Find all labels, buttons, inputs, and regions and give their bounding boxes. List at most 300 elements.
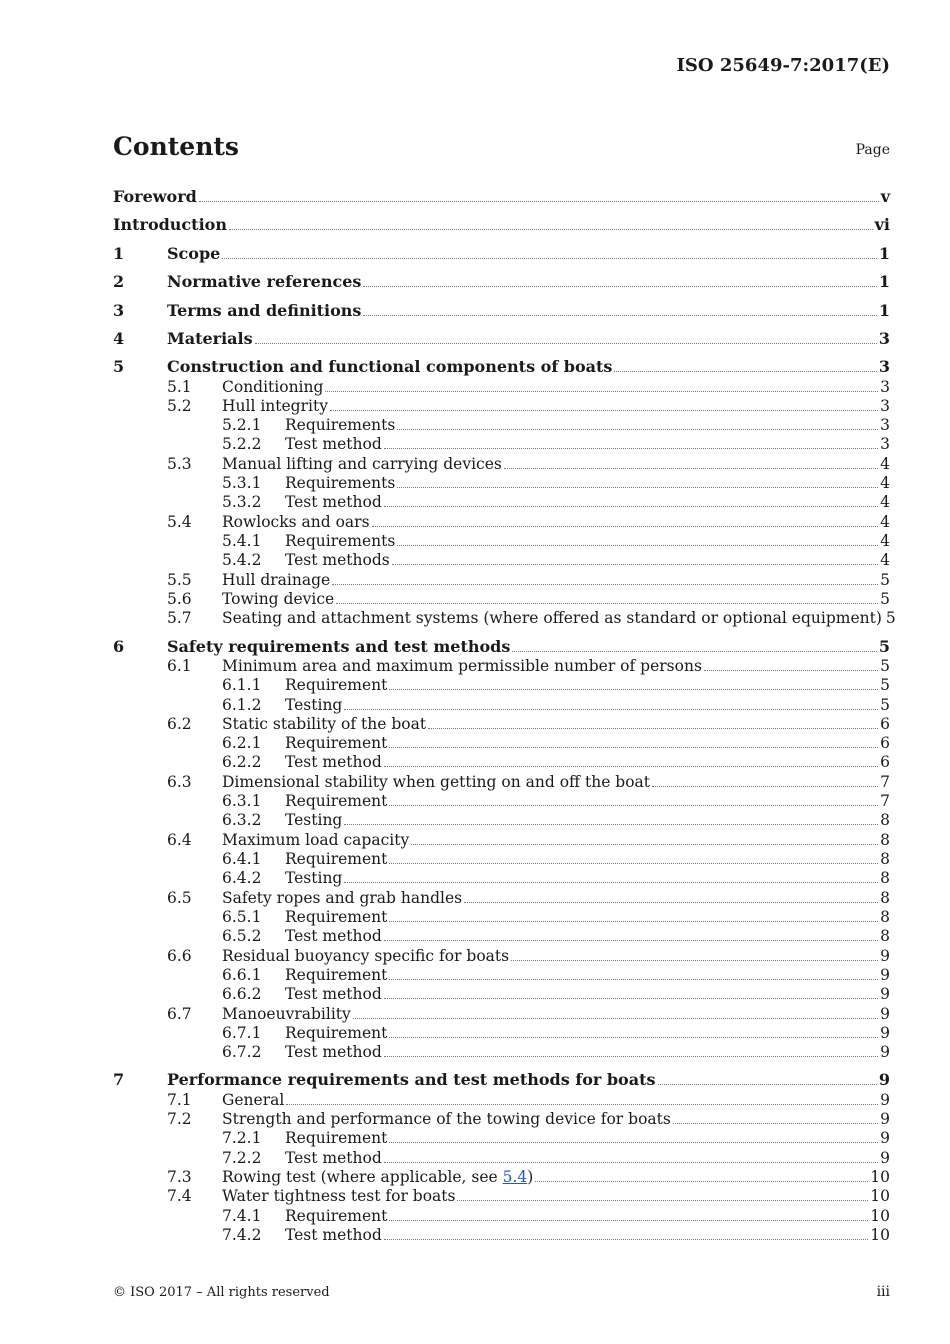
toc-entry-page: 5 xyxy=(880,657,890,675)
toc-entry[interactable] xyxy=(113,732,890,752)
dot-leader xyxy=(652,785,878,787)
toc-entry-number: 6.7.1 xyxy=(222,1024,262,1042)
toc-entry-number: 6.2.1 xyxy=(222,734,262,752)
toc-entry-number: 5.7 xyxy=(167,609,192,627)
toc-entry[interactable] xyxy=(113,569,890,589)
dot-leader xyxy=(384,997,878,999)
toc-entry[interactable] xyxy=(113,1224,890,1244)
toc-entry-title-wrap xyxy=(222,773,650,791)
toc-entry-title: Scope xyxy=(167,244,221,263)
toc-entry[interactable] xyxy=(113,1041,890,1061)
toc-entry-title-wrap xyxy=(167,637,510,656)
toc-entry-title-wrap xyxy=(167,357,612,376)
toc-entry-title-wrap xyxy=(285,927,382,945)
toc-entry[interactable] xyxy=(113,713,890,733)
toc-entry[interactable] xyxy=(113,867,890,887)
toc-entry-number: 6.3.1 xyxy=(222,792,262,810)
toc-entry[interactable] xyxy=(113,1022,890,1042)
toc-entry-title: Dimensional stability when getting on and off the boat xyxy=(222,773,651,791)
dot-leader xyxy=(363,285,876,287)
toc-entry-title: Requirement xyxy=(285,1129,388,1147)
toc-entry[interactable] xyxy=(113,607,896,627)
toc-entry-title-wrap xyxy=(222,590,334,608)
dot-leader xyxy=(344,708,878,710)
toc-entry-page: 5 xyxy=(878,637,890,656)
toc-entry-number: 7.4.2 xyxy=(222,1226,262,1244)
toc-entry-title-wrap xyxy=(285,474,395,492)
dot-leader xyxy=(464,901,878,903)
toc-entry-page: 9 xyxy=(880,1043,890,1061)
toc-entry-title: Manual lifting and carrying devices xyxy=(222,455,502,473)
toc-entry-number: 2 xyxy=(113,272,125,291)
dot-leader xyxy=(363,314,876,316)
toc-entry-title-wrap xyxy=(285,985,382,1003)
toc-entry-number: 4 xyxy=(113,329,125,348)
toc-entry-page: 1 xyxy=(878,244,890,263)
copyright-notice: © ISO 2017 – All rights reserved xyxy=(113,1285,330,1300)
dot-leader xyxy=(255,342,877,344)
toc-entry-page: 3 xyxy=(880,378,890,396)
dot-leader xyxy=(704,669,878,671)
toc-entry-title-wrap xyxy=(285,1207,387,1225)
toc-entry-page: 5 xyxy=(880,571,890,589)
toc-entry-number: 6.3.2 xyxy=(222,811,262,829)
toc-entry[interactable] xyxy=(113,636,890,656)
toc-entry-page: 9 xyxy=(880,966,890,984)
dot-leader xyxy=(229,228,873,230)
toc-entry[interactable] xyxy=(113,674,890,694)
toc-entry-number: 6.1.1 xyxy=(222,676,262,694)
toc-entry-page: 8 xyxy=(880,831,890,849)
toc-entry[interactable] xyxy=(113,530,890,550)
toc-entry-title: Towing device xyxy=(222,590,335,608)
toc-entry[interactable] xyxy=(113,1166,890,1186)
dot-leader xyxy=(353,1017,878,1019)
dot-leader xyxy=(384,765,878,767)
toc-entry-number: 7 xyxy=(113,1070,125,1089)
toc-entry-title-wrap xyxy=(167,329,253,348)
toc-entry-number: 5.3 xyxy=(167,455,192,473)
dot-leader xyxy=(384,505,878,507)
toc-entry-number: 6.4.2 xyxy=(222,869,262,887)
toc-entry-title: Static stability of the boat xyxy=(222,715,427,733)
toc-entry-number: 7.4 xyxy=(167,1187,192,1205)
toc-entry-title-wrap xyxy=(285,1149,382,1167)
toc-entry-number: 7.4.1 xyxy=(222,1207,262,1225)
toc-entry-page: 1 xyxy=(878,272,890,291)
dot-leader xyxy=(344,823,878,825)
toc-entry-number: 6.7.2 xyxy=(222,1043,262,1061)
dot-leader xyxy=(389,862,878,864)
toc-entry-number: 5.5 xyxy=(167,571,192,589)
toc-entry-number: 6.3 xyxy=(167,773,192,791)
toc-entry-title-wrap xyxy=(285,416,395,434)
toc-entry-number: 6.1.2 xyxy=(222,696,262,714)
toc-entry-title: Requirement xyxy=(285,850,388,868)
toc-entry[interactable] xyxy=(113,1127,890,1147)
toc-entry-title-wrap xyxy=(285,1024,387,1042)
toc-entry-number: 5.3.2 xyxy=(222,493,262,511)
toc-entry-title: Test method xyxy=(285,753,382,771)
toc-entry-number: 7.1 xyxy=(167,1091,192,1109)
toc-entry-title-wrap xyxy=(222,1005,351,1023)
toc-entry-page: 3 xyxy=(878,357,890,376)
toc-entry-number: 5 xyxy=(113,357,125,376)
toc-entry[interactable] xyxy=(113,1089,890,1109)
toc-entry-title: Testing xyxy=(285,869,343,887)
dot-leader xyxy=(325,390,878,392)
toc-entry-title: Test method xyxy=(285,985,382,1003)
dot-leader xyxy=(336,602,878,604)
toc-entry-number: 5.1 xyxy=(167,378,192,396)
toc-entry-page: 9 xyxy=(880,1024,890,1042)
toc-entry-title-wrap xyxy=(285,1226,382,1244)
toc-entry-number: 6 xyxy=(113,637,125,656)
dot-leader xyxy=(384,939,878,941)
dot-leader xyxy=(457,1199,868,1201)
toc-entry-number: 6.2 xyxy=(167,715,192,733)
toc-entry-number: 7.2 xyxy=(167,1110,192,1128)
dot-leader xyxy=(372,525,879,527)
toc-entry-title: Safety ropes and grab handles xyxy=(222,889,463,907)
toc-entry[interactable] xyxy=(113,790,890,810)
toc-entry-title-wrap xyxy=(222,513,370,531)
toc-entry-title-wrap xyxy=(222,455,502,473)
dot-leader xyxy=(389,920,878,922)
toc-entry-title-wrap xyxy=(222,571,330,589)
toc-entry[interactable] xyxy=(113,809,890,829)
toc-entry[interactable] xyxy=(113,356,890,376)
dot-leader xyxy=(512,650,876,652)
dot-leader xyxy=(535,1180,868,1182)
toc-entry-title-wrap xyxy=(222,378,323,396)
toc-entry-title-wrap xyxy=(285,493,382,511)
toc-entry[interactable] xyxy=(113,751,890,771)
dot-leader xyxy=(428,727,878,729)
toc-entry-page: 4 xyxy=(880,513,890,531)
toc-entry-page: 4 xyxy=(880,474,890,492)
toc-entry-title-wrap xyxy=(167,1070,656,1089)
toc-entry[interactable] xyxy=(113,655,890,675)
toc-entry-number: 6.6.1 xyxy=(222,966,262,984)
toc-entry-title: Strength and performance of the towing device for boats xyxy=(222,1110,671,1128)
toc-entry-number: 5.3.1 xyxy=(222,474,262,492)
toc-entry-title: Performance requirements and test methods for boats xyxy=(167,1070,656,1089)
toc-entry-page: 9 xyxy=(880,1091,890,1109)
dot-leader xyxy=(384,1238,869,1240)
dot-leader xyxy=(504,467,878,469)
toc-entry-page: 3 xyxy=(880,416,890,434)
toc-entry-title: Requirements xyxy=(285,532,396,550)
page-column-label: Page xyxy=(855,142,890,158)
document-id: ISO 25649-7:2017(E) xyxy=(676,55,890,76)
toc-entry[interactable] xyxy=(113,925,890,945)
toc-entry-title-wrap xyxy=(167,272,361,291)
toc-entry[interactable] xyxy=(113,549,890,569)
cross-reference-link[interactable]: 5.4 xyxy=(502,1168,528,1186)
toc-entry-number: 6.7 xyxy=(167,1005,192,1023)
toc-entry[interactable] xyxy=(113,300,890,320)
toc-entry-number: 6.4 xyxy=(167,831,192,849)
dot-leader xyxy=(614,370,876,372)
dot-leader xyxy=(658,1083,877,1085)
toc-entry-title: Materials xyxy=(167,329,253,348)
toc-entry-title-wrap xyxy=(222,1168,533,1186)
toc-entry-number: 6.5 xyxy=(167,889,192,907)
toc-entry-title-wrap xyxy=(285,792,387,810)
toc-entry-title: Conditioning xyxy=(222,378,324,396)
toc-entry[interactable] xyxy=(113,271,890,291)
toc-entry-title: Introduction xyxy=(113,215,227,234)
toc-entry[interactable] xyxy=(113,214,890,234)
toc-entry-title-wrap xyxy=(222,947,509,965)
dot-leader xyxy=(389,746,878,748)
toc-entry[interactable] xyxy=(113,771,890,791)
toc-entry-title: Requirement xyxy=(285,676,388,694)
toc-entry[interactable] xyxy=(113,1205,890,1225)
toc-entry-title-wrap xyxy=(222,1091,284,1109)
dot-leader xyxy=(389,804,878,806)
toc-entry-page: 10 xyxy=(870,1187,890,1205)
dot-leader xyxy=(389,1036,878,1038)
dot-leader xyxy=(332,583,878,585)
toc-entry[interactable] xyxy=(113,1185,890,1205)
toc-entry[interactable] xyxy=(113,848,890,868)
contents-heading: Contents xyxy=(113,132,240,161)
toc-entry-title: Requirement xyxy=(285,734,388,752)
toc-entry-title: Seating and attachment systems (where offered as standard or optional equipment) xyxy=(222,609,882,627)
toc-entry-page: 9 xyxy=(880,947,890,965)
toc-entry-number: 6.6 xyxy=(167,947,192,965)
toc-entry-title-wrap xyxy=(285,532,395,550)
toc-entry-title: Test method xyxy=(285,1226,382,1244)
toc-entry-title-wrap xyxy=(167,301,361,320)
toc-entry-page: 7 xyxy=(880,792,890,810)
toc-entry-title: Maximum load capacity xyxy=(222,831,410,849)
toc-entry[interactable] xyxy=(113,1003,890,1023)
toc-entry-title-wrap xyxy=(222,1187,455,1205)
toc-entry-title: Requirement xyxy=(285,1024,388,1042)
toc-entry-title-wrap xyxy=(222,397,328,415)
dot-leader xyxy=(199,200,879,202)
toc-entry[interactable] xyxy=(113,395,890,415)
toc-entry-page: 5 xyxy=(880,590,890,608)
toc-entry-number: 7.2.2 xyxy=(222,1149,262,1167)
toc-entry-title-wrap xyxy=(285,966,387,984)
toc-entry-number: 6.1 xyxy=(167,657,192,675)
toc-entry-number: 6.4.1 xyxy=(222,850,262,868)
toc-entry-title-wrap xyxy=(285,869,342,887)
toc-entry-title: Test method xyxy=(285,927,382,945)
toc-entry-title: Normative references xyxy=(167,272,362,291)
toc-entry-title: Water tightness test for boats xyxy=(222,1187,456,1205)
toc-entry[interactable] xyxy=(113,983,890,1003)
toc-entry[interactable] xyxy=(113,328,890,348)
toc-entry-page: 7 xyxy=(880,773,890,791)
dot-leader xyxy=(397,486,878,488)
toc-entry-number: 5.2.1 xyxy=(222,416,262,434)
toc-entry-title: Test method xyxy=(285,1149,382,1167)
toc-entry-title-wrap xyxy=(285,811,342,829)
toc-entry-title: Rowlocks and oars xyxy=(222,513,370,531)
dot-leader xyxy=(384,1161,878,1163)
toc-entry-page: 6 xyxy=(880,734,890,752)
toc-entry-title: Requirement xyxy=(285,908,388,926)
toc-entry-page: v xyxy=(880,187,890,206)
toc-entry-title-wrap xyxy=(222,889,462,907)
toc-entry-number: 6.5.2 xyxy=(222,927,262,945)
toc-entry-title-wrap xyxy=(285,1043,382,1061)
toc-entry-page: 6 xyxy=(880,753,890,771)
toc-entry-title: Requirement xyxy=(285,1207,388,1225)
toc-entry-title: Construction and functional components of boats xyxy=(167,357,613,376)
toc-entry-page: 4 xyxy=(880,532,890,550)
toc-entry-number: 1 xyxy=(113,244,125,263)
toc-entry-title: Foreword xyxy=(113,187,197,206)
toc-entry-title: Requirements xyxy=(285,416,396,434)
dot-leader xyxy=(397,428,878,430)
toc-entry-number: 5.2 xyxy=(167,397,192,415)
dot-leader xyxy=(389,1141,878,1143)
toc-entry-title-wrap xyxy=(285,850,387,868)
toc-entry-title-wrap xyxy=(222,609,882,627)
toc-entry-page: 8 xyxy=(880,927,890,945)
dot-leader xyxy=(330,409,878,411)
toc-entry-page: 9 xyxy=(880,1005,890,1023)
toc-entry-title-wrap xyxy=(222,831,409,849)
page-number: iii xyxy=(876,1284,890,1300)
toc-entry-number: 5.4.1 xyxy=(222,532,262,550)
toc-entry-title-suffix: ) xyxy=(527,1168,534,1186)
dot-leader xyxy=(389,1219,868,1221)
toc-entry-number: 5.4 xyxy=(167,513,192,531)
toc-entry-title: Hull integrity xyxy=(222,397,328,415)
toc-entry-page: 10 xyxy=(870,1207,890,1225)
toc-entry-title-wrap xyxy=(285,908,387,926)
toc-entry-title: Terms and definitions xyxy=(167,301,362,320)
dot-leader xyxy=(389,978,878,980)
toc-entry-page: 3 xyxy=(878,329,890,348)
toc-entry-page: 9 xyxy=(880,1110,890,1128)
dot-leader xyxy=(411,843,878,845)
toc-entry[interactable] xyxy=(113,964,890,984)
dot-leader xyxy=(511,959,878,961)
toc-entry-number: 5.6 xyxy=(167,590,192,608)
toc-entry-title: Test method xyxy=(285,1043,382,1061)
toc-entry-page: 3 xyxy=(880,435,890,453)
toc-entry-title: Requirements xyxy=(285,474,396,492)
dot-leader xyxy=(344,881,878,883)
toc-entry-title-wrap xyxy=(285,676,387,694)
toc-entry[interactable] xyxy=(113,1108,890,1128)
toc-entry-page: 9 xyxy=(880,1149,890,1167)
toc-entry-title: Rowing test (where applicable, see xyxy=(222,1168,503,1186)
toc-entry-page: 9 xyxy=(880,985,890,1003)
toc-entry-title-wrap xyxy=(285,435,382,453)
toc-entry-title-wrap xyxy=(285,734,387,752)
toc-entry-page: 6 xyxy=(880,715,890,733)
toc-entry-title: Testing xyxy=(285,696,343,714)
toc-entry-page: 4 xyxy=(880,455,890,473)
toc-entry-page: 10 xyxy=(870,1168,890,1186)
toc-entry[interactable] xyxy=(113,945,890,965)
toc-entry[interactable] xyxy=(113,414,890,434)
toc-entry[interactable] xyxy=(113,376,890,396)
toc-entry[interactable] xyxy=(113,433,890,453)
toc-entry-number: 3 xyxy=(113,301,125,320)
dot-leader xyxy=(222,257,877,259)
toc-entry[interactable] xyxy=(113,186,890,206)
toc-entry-page: 8 xyxy=(880,811,890,829)
toc-entry-title-wrap xyxy=(285,551,390,569)
toc-entry-title: Safety requirements and test methods xyxy=(167,637,511,656)
toc-entry-title: Hull drainage xyxy=(222,571,331,589)
toc-entry-page: 4 xyxy=(880,493,890,511)
dot-leader xyxy=(286,1103,878,1105)
toc-entry-page: 8 xyxy=(880,889,890,907)
toc-entry[interactable] xyxy=(113,1147,890,1167)
toc-entry[interactable] xyxy=(113,472,890,492)
toc-entry-page: 8 xyxy=(880,869,890,887)
toc-entry-number: 6.2.2 xyxy=(222,753,262,771)
dot-leader xyxy=(392,563,878,565)
dot-leader xyxy=(384,447,878,449)
toc-entry[interactable] xyxy=(113,887,890,907)
toc-entry-number: 5.2.2 xyxy=(222,435,262,453)
dot-leader xyxy=(673,1122,878,1124)
dot-leader xyxy=(384,1055,878,1057)
dot-leader xyxy=(389,688,878,690)
toc-entry-page: 3 xyxy=(880,397,890,415)
toc-entry-title: Testing xyxy=(285,811,343,829)
toc-entry-number: 7.3 xyxy=(167,1168,192,1186)
toc-entry[interactable] xyxy=(113,588,890,608)
toc-entry-title-wrap xyxy=(222,715,426,733)
toc-entry-page: 5 xyxy=(885,609,896,627)
toc-entry-title: Test method xyxy=(285,435,382,453)
toc-entry-page: 9 xyxy=(878,1070,890,1089)
toc-entry-page: 8 xyxy=(880,908,890,926)
toc-entry-number: 7.2.1 xyxy=(222,1129,262,1147)
toc-entry[interactable] xyxy=(113,829,890,849)
dot-leader xyxy=(397,544,878,546)
toc-entry[interactable] xyxy=(113,491,890,511)
toc-entry-number: 6.6.2 xyxy=(222,985,262,1003)
toc-entry-page: 9 xyxy=(880,1129,890,1147)
toc-entry-title-wrap xyxy=(167,244,220,263)
toc-entry-title-wrap xyxy=(285,696,342,714)
toc-entry-number: 5.4.2 xyxy=(222,551,262,569)
toc-entry-page: 5 xyxy=(880,676,890,694)
toc-entry[interactable] xyxy=(113,511,890,531)
toc-entry-page: vi xyxy=(874,215,890,234)
toc-entry-page: 1 xyxy=(878,301,890,320)
toc-entry-title-wrap xyxy=(113,215,227,234)
toc-entry[interactable] xyxy=(113,906,890,926)
toc-entry[interactable] xyxy=(113,694,890,714)
toc-entry-page: 4 xyxy=(880,551,890,569)
toc-entry-title-wrap xyxy=(222,1110,671,1128)
toc-entry-title-wrap xyxy=(285,753,382,771)
toc-entry[interactable] xyxy=(113,243,890,263)
toc-entry[interactable] xyxy=(113,1069,890,1089)
toc-entry[interactable] xyxy=(113,453,890,473)
toc-entry-title: Requirement xyxy=(285,966,388,984)
toc-entry-page: 10 xyxy=(870,1226,890,1244)
toc-entry-page: 5 xyxy=(880,696,890,714)
toc-entry-title: Test method xyxy=(285,493,382,511)
toc-entry-title-wrap xyxy=(113,187,197,206)
